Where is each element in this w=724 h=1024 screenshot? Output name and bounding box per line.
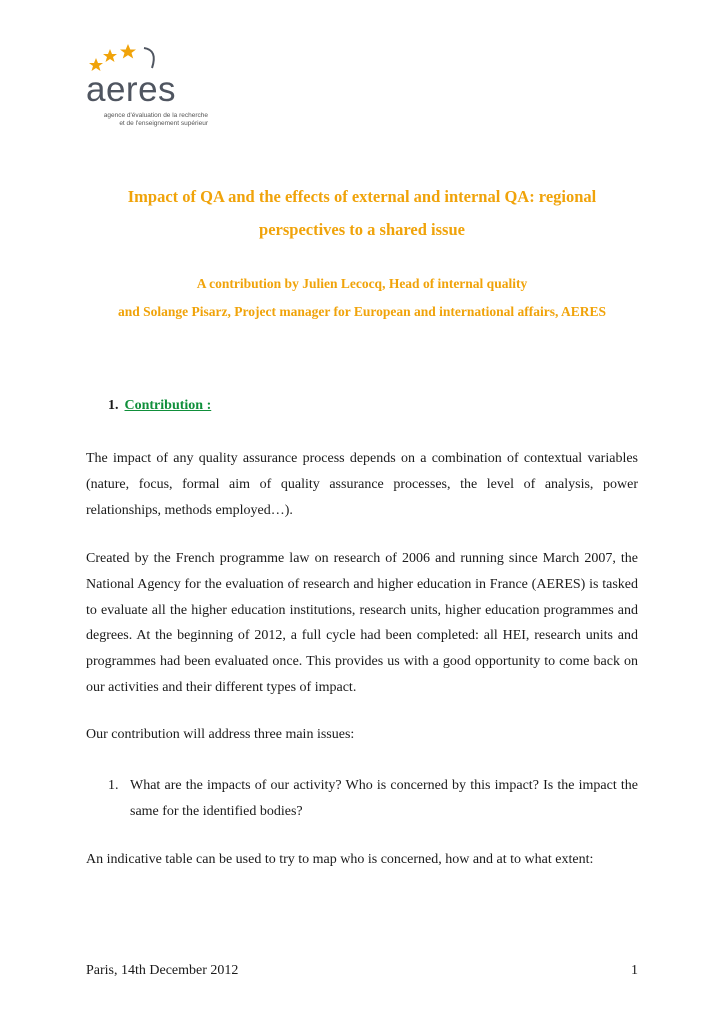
swoosh-icon (144, 48, 154, 68)
paragraph-2: Created by the French programme law on research of 2006 and running since March 2007, the National Agency for the evaluation of research and higher education in France (AERES) is tasked to evaluate all the higher education institutions, research units, higher education programmes and degrees. At the beginning of 2012, a full cycle had been completed: all HEI, research units and programmes had been evaluated once. This provides us with a good opportunity to come back on our activities and their different types of impact. (86, 551, 638, 695)
document-title (90, 180, 634, 246)
list-item-text: What are the impacts of our activity? Who is concerned by this impact? Is the impact the same for the identified bodies? (130, 778, 638, 819)
footer-date: Paris, 14th December 2012 (86, 963, 239, 978)
aeres-logo (86, 42, 216, 142)
section-number: 1. (108, 398, 119, 413)
author-line-1: A contribution by Julien Lecocq, Head of internal quality (196, 276, 528, 291)
author-line-2: and Solange Pisarz, Project manager for European and international affairs, AERES (117, 304, 606, 319)
paragraph-1: The impact of any quality assurance process depends on a combination of contextual variables (nature, focus, formal aim of quality assurance processes, the level of analysis, power relationships, methods employed…). (86, 451, 638, 518)
section-title: Contribution : (124, 398, 212, 413)
section-heading (108, 398, 211, 414)
paragraph-3: Our contribution will address three main issues: (86, 727, 355, 742)
author-credit (70, 270, 654, 326)
page-number: 1 (631, 963, 638, 978)
list-item-number: 1. (108, 778, 119, 793)
title-line-2: perspectives to a shared issue (259, 220, 465, 239)
logo-tagline-line-1: agence d'évaluation de la recherche (103, 112, 208, 119)
star-large-icon (120, 44, 136, 59)
logo-tagline (88, 112, 208, 128)
paragraph-4: An indicative table can be used to try to map who is concerned, how and at to what extent: (86, 852, 594, 867)
title-line-1: Impact of QA and the effects of external and internal QA: regional (127, 187, 597, 206)
star-medium-icon (103, 49, 117, 62)
logo-tagline-line-2: et de l'enseignement supérieur (119, 120, 208, 127)
numbered-list (108, 773, 638, 825)
logo-wordmark: aeres (86, 70, 177, 109)
